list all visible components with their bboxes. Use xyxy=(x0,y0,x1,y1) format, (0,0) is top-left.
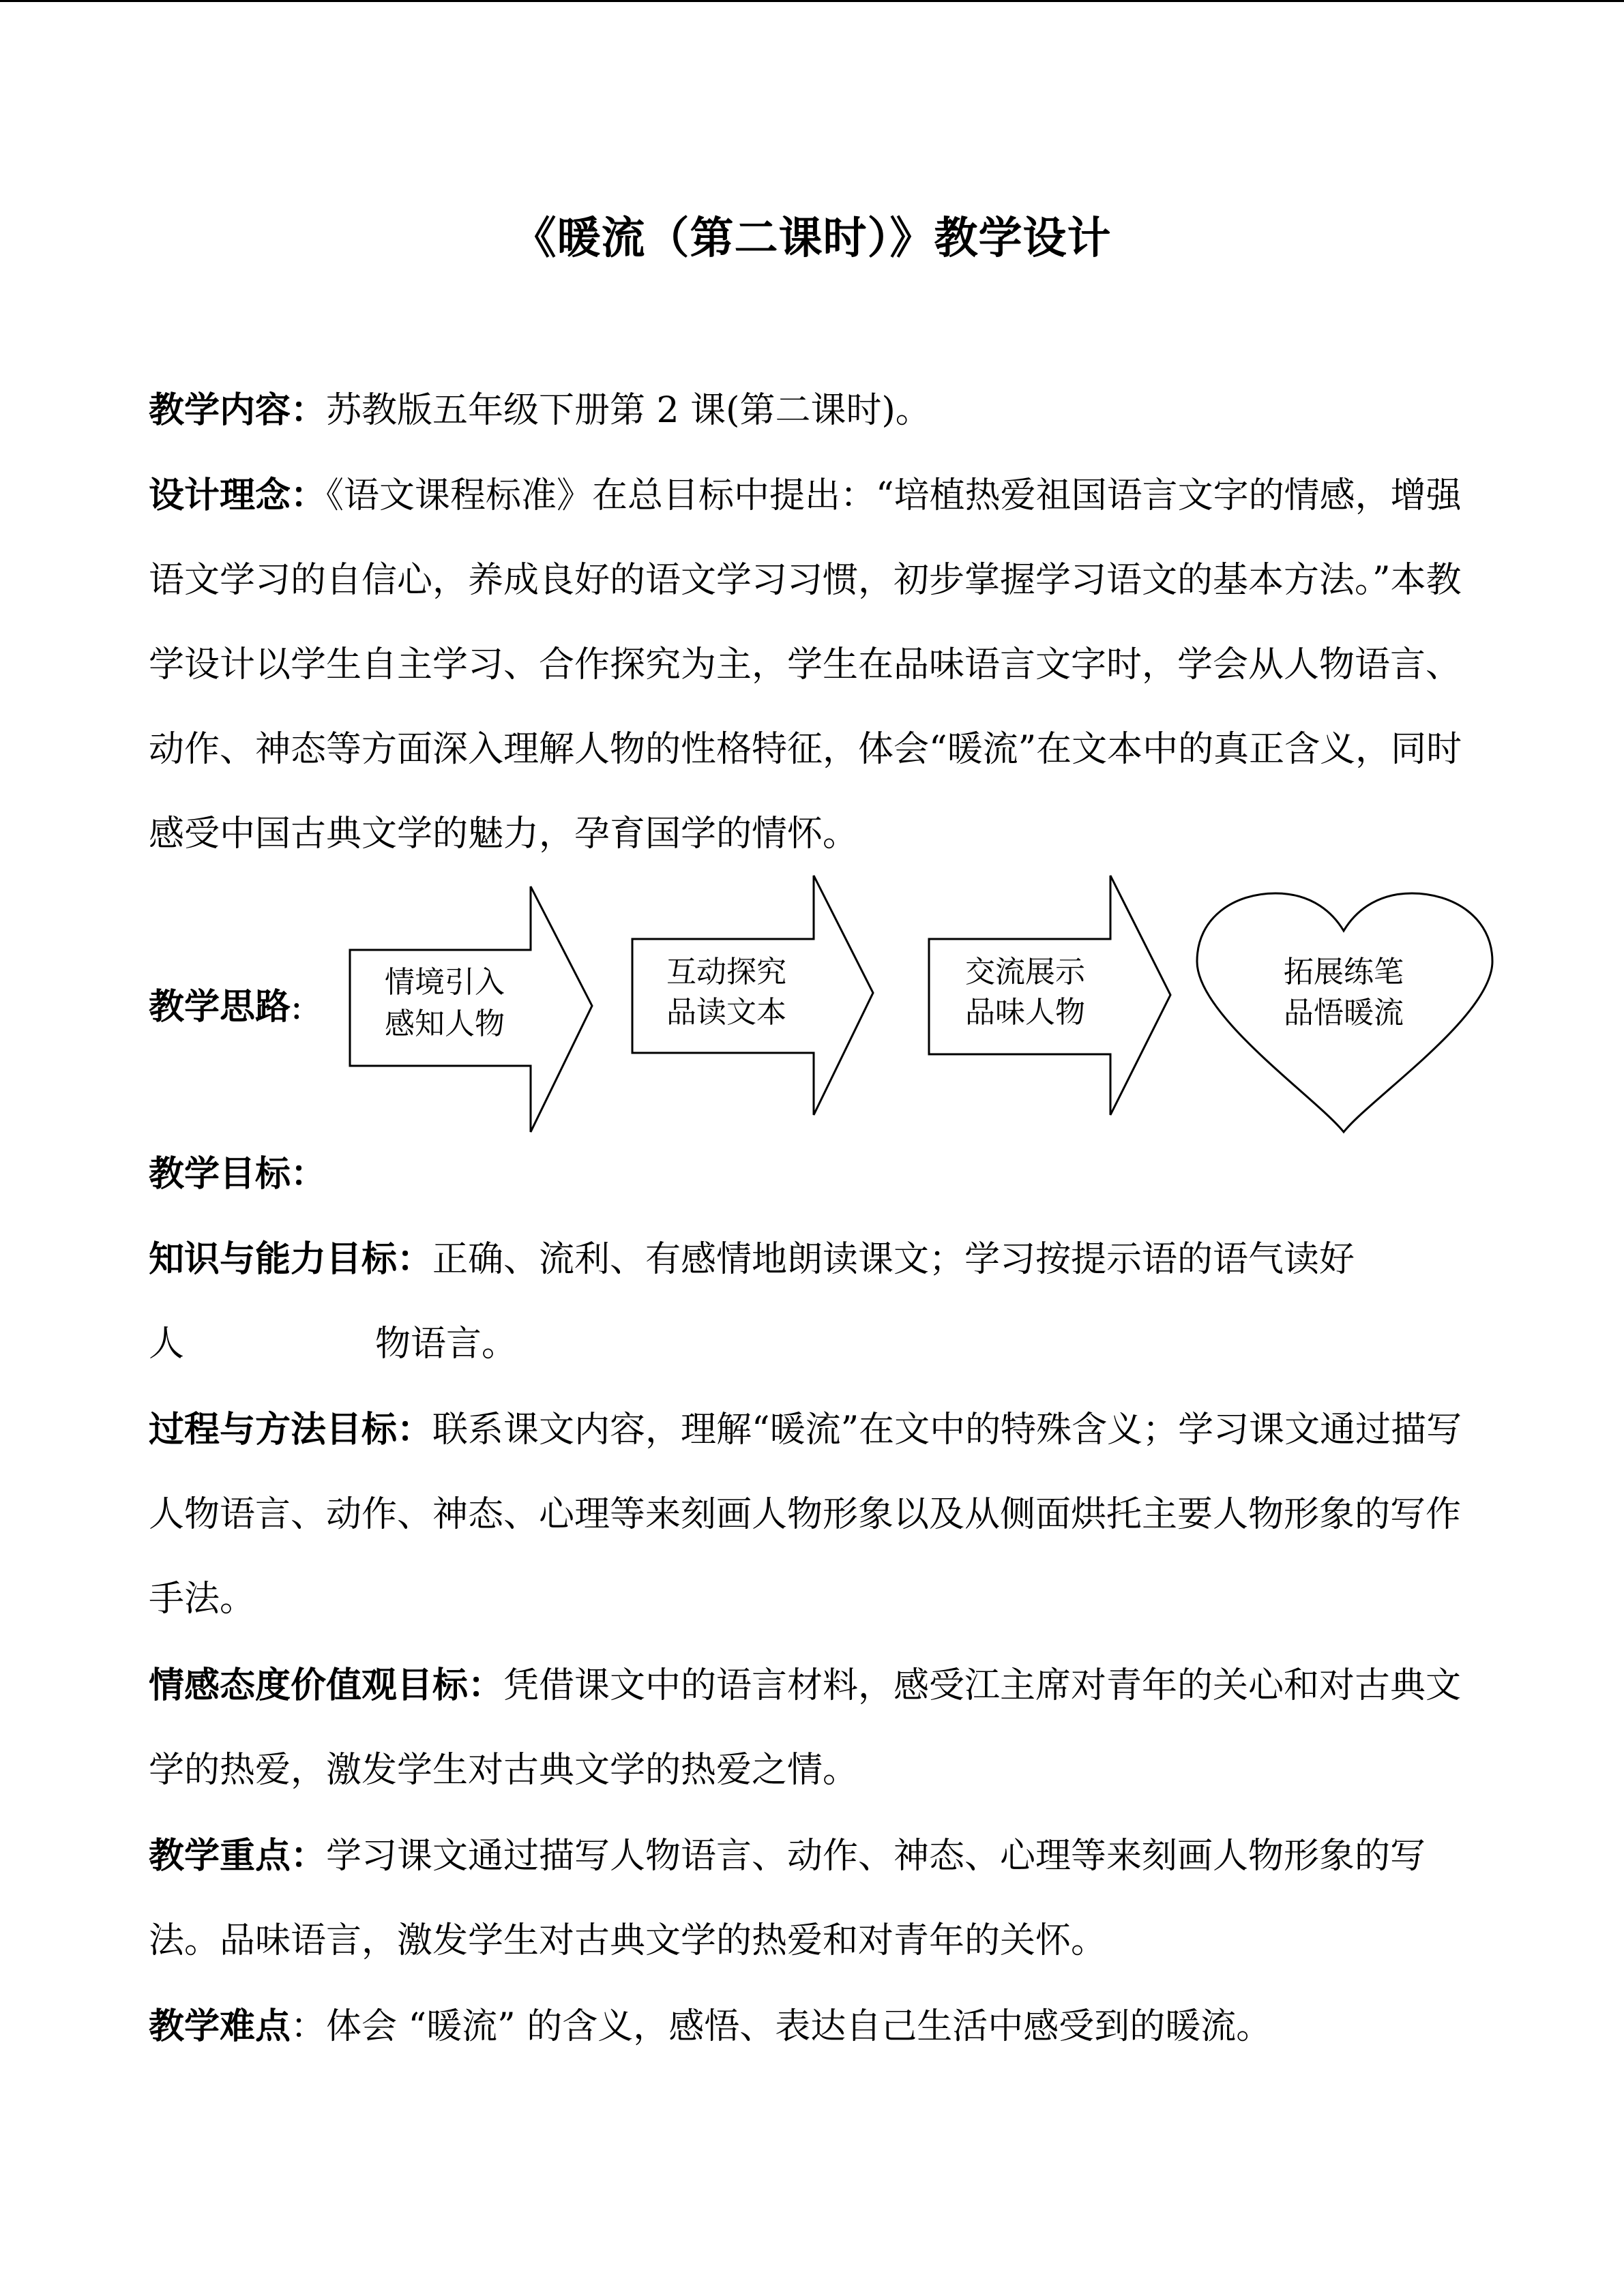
emotion-objective-text: 凭借课文中的语言材料，感受江主席对青年的关心和对古典文学的热爱，激发学生对古典文学的热爱之情。 xyxy=(149,1665,1462,1791)
design-idea-paragraph xyxy=(149,453,1465,876)
knowledge-objective-paragraph xyxy=(149,1217,1465,1386)
flow-step-2-line2: 品读文本 xyxy=(666,995,786,1030)
flow-step-1-line1: 情境引入 xyxy=(385,965,505,1000)
knowledge-objective-text-cont-a: 人 xyxy=(149,1324,185,1365)
knowledge-objective-text: 正确、流利、有感情地朗读课文；学习按提示语的语气读好 xyxy=(432,1239,1355,1280)
emotion-objective-paragraph xyxy=(149,1643,1465,1813)
flow-step-4-heart xyxy=(1197,893,1492,1132)
difficulty-paragraph xyxy=(149,1984,1465,2069)
key-point-text: 学习课文通过描写人物语言、动作、神态、心理等来刻画人物形象的写法。品味语言，激发学生对古典文学的热爱和对青年的关怀。 xyxy=(149,1836,1426,1961)
flow-step-3-line1: 交流展示 xyxy=(965,955,1085,989)
knowledge-objective-text-cont-b: 物语言。 xyxy=(375,1324,518,1365)
flow-step-4-line1: 拓展练笔 xyxy=(1284,955,1404,989)
flow-step-3-arrow xyxy=(929,876,1170,1115)
difficulty-text: 体会 “暖流” 的含义，感悟、表达自己生活中感受到的暖流。 xyxy=(326,2006,1272,2047)
flow-step-2-line1: 互动探究 xyxy=(666,955,786,989)
flow-step-1-line2: 感知人物 xyxy=(385,1007,505,1041)
design-idea-text: 《语文课程标准》在总目标中提出：“培植热爱祖国语言文字的情感，增强语文学习的自信心，养成良好的语文学习习惯，初步掌握学习语文的基本方法。”本教学设计以学生自主学习、合作探究为主，学生在品味语言文字时，学会从人物语言、动作、神态等方面深入理解人物的性格特征，体会“暖流”在文本中的真正含义，同时感受中国古典文学的魅力，孕育国学的情怀。 xyxy=(149,475,1462,854)
flow-step-3-line2: 品味人物 xyxy=(965,995,1085,1030)
top-border-line xyxy=(0,0,1624,2)
objectives-heading-text: 教学目标： xyxy=(149,1154,327,1195)
teaching-flow-label-text: 教学思路 xyxy=(149,987,291,1028)
knowledge-objective-label: 知识与能力目标： xyxy=(149,1239,433,1280)
process-objective-text: 联系课文内容，理解“暖流”在文中的特殊含义；学习课文通过描写人物语言、动作、神态、心理等来刻画人物形象以及从侧面烘托主要人物形象的写作手法。 xyxy=(149,1410,1462,1620)
objectives-heading xyxy=(149,1132,1465,1217)
key-point-paragraph xyxy=(149,1814,1465,1983)
teaching-content-label: 教学内容： xyxy=(149,390,327,431)
document-title: 《暖流（第二课时）》教学设计 xyxy=(512,213,1112,264)
difficulty-label: 教学难点 xyxy=(149,2006,291,2047)
teaching-flow-colon: : xyxy=(291,987,303,1028)
flow-step-2-arrow xyxy=(632,876,873,1115)
process-objective-label: 过程与方法目标： xyxy=(149,1410,433,1450)
design-idea-label: 设计理念： xyxy=(149,475,327,516)
key-point-label: 教学重点： xyxy=(149,1836,327,1877)
process-objective-paragraph xyxy=(149,1388,1465,1641)
emotion-objective-label: 情感态度价值观目标： xyxy=(149,1665,504,1706)
teaching-content-paragraph xyxy=(149,368,1465,453)
flow-step-4-line2: 品悟暖流 xyxy=(1284,996,1404,1030)
teaching-flow-diagram xyxy=(0,859,1624,1159)
difficulty-colon: ： xyxy=(291,2006,327,2047)
teaching-content-text: 苏教版五年级下册第 2 课(第二课时)。 xyxy=(326,390,931,431)
flow-step-1-arrow xyxy=(350,886,592,1132)
